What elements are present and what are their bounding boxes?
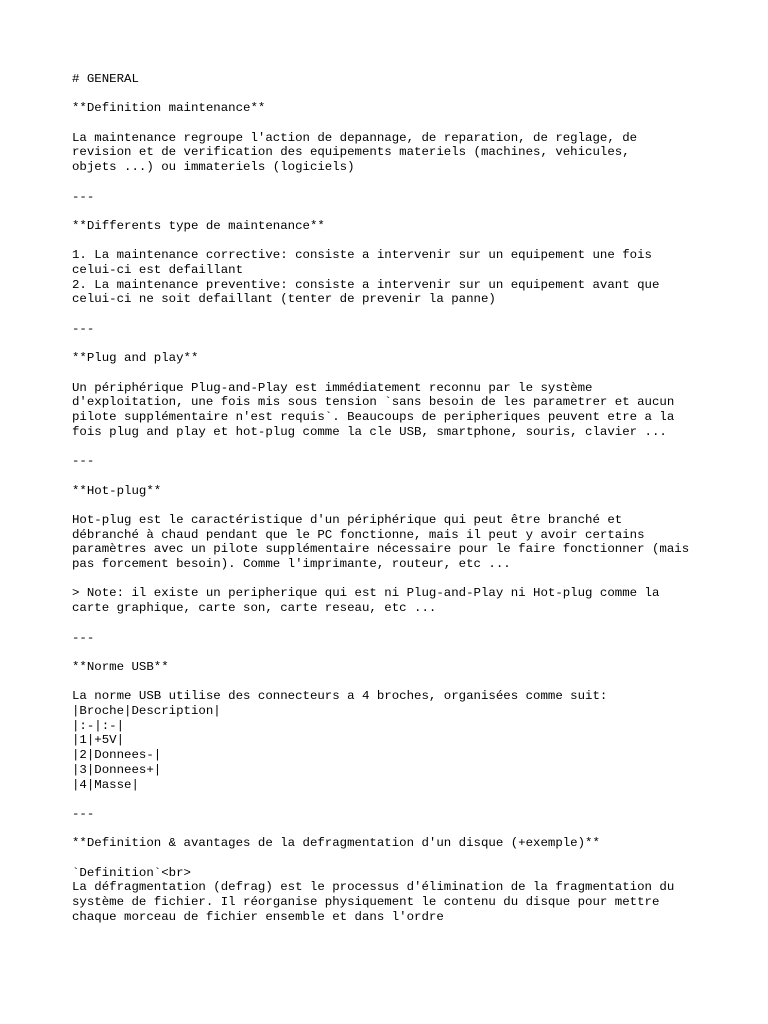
document-line xyxy=(72,675,712,690)
document-line xyxy=(72,87,712,102)
document-line xyxy=(72,822,712,837)
document-line: celui-ci ne soit defaillant (tenter de prevenir la panne) xyxy=(72,292,496,307)
document-line: --- xyxy=(72,806,95,821)
document-line xyxy=(72,307,712,322)
document-line: **Differents type de maintenance** xyxy=(72,218,325,233)
document-line: |:-|:-| xyxy=(72,718,125,733)
document-line: d'exploitation, une fois mis sous tension `sans besoin de les parametrer et aucun xyxy=(72,395,675,410)
document-line: |Broche|Description| xyxy=(72,704,221,718)
document-line: **Norme USB** xyxy=(72,659,169,674)
document-line: La défragmentation (defrag) est le processus d'élimination de la fragmentation du xyxy=(72,880,675,895)
document-line xyxy=(72,204,712,219)
document-line: |2|Donnees-| xyxy=(72,748,162,763)
document-line: pas forcement besoin). Comme l'imprimante, routeur, etc ... xyxy=(72,557,511,572)
document-line xyxy=(72,337,712,352)
document-line: 2. La maintenance preventive: consiste a intervenir sur un equipement avant que xyxy=(72,277,660,292)
document-line xyxy=(72,616,712,631)
document-line: fois plug and play et hot-plug comme la cle USB, smartphone, souris, clavier ... xyxy=(72,424,667,439)
document-line: # GENERAL xyxy=(72,72,139,86)
document-line: --- xyxy=(72,321,95,336)
document-line xyxy=(72,469,712,484)
document-line: **Hot-plug** xyxy=(72,483,162,498)
document-line: |3|Donnees+| xyxy=(72,762,162,777)
document-line: objets ...) ou immateriels (logiciels) xyxy=(72,160,355,175)
document-line: `Definition`<br> xyxy=(72,865,191,880)
document-line xyxy=(72,498,712,513)
document-line xyxy=(72,851,712,866)
document-line: celui-ci est defaillant xyxy=(72,263,244,278)
document-line: pilote supplémentaire n'est requis`. Beaucoups de peripheriques peuvent etre a la xyxy=(72,410,675,425)
document-line: |4|Masse| xyxy=(72,777,139,792)
document-line: **Definition & avantages de la defragmentation d'un disque (+exemple)** xyxy=(72,836,600,851)
document-line: |1|+5V| xyxy=(72,733,125,748)
document-line: débranché à chaud pendant que le PC fonctionne, mais il peut y avoir certains xyxy=(72,527,645,542)
document-line: La norme USB utilise des connecteurs a 4 broches, organisées comme suit: xyxy=(72,689,608,704)
document-line xyxy=(72,366,712,381)
document-line: chaque morceau de fichier ensemble et dans l'ordre xyxy=(72,909,444,924)
document-line: paramètres avec un pilote supplémentaire nécessaire pour le faire fonctionner (mais xyxy=(72,542,690,557)
document-line: --- xyxy=(72,630,95,645)
document-line: **Definition maintenance** xyxy=(72,101,266,116)
document-line: La maintenance regroupe l'action de depannage, de reparation, de reglage, de xyxy=(72,130,638,145)
document-line: Hot-plug est le caractéristique d'un périphérique qui peut être branché et xyxy=(72,512,623,527)
document-line: **Plug and play** xyxy=(72,351,199,366)
document-line: système de fichier. Il réorganise physiquement le contenu du disque pour mettre xyxy=(72,895,660,910)
document-line: revision et de verification des equipements materiels (machines, vehicules, xyxy=(72,145,630,160)
document-line xyxy=(72,792,712,807)
document-line: 1. La maintenance corrective: consiste a intervenir sur un equipement une fois xyxy=(72,248,652,263)
document-line xyxy=(72,116,712,131)
document-line xyxy=(72,439,712,454)
document-body xyxy=(72,72,712,925)
document-line: --- xyxy=(72,189,95,204)
document-line xyxy=(72,645,712,660)
document-line: --- xyxy=(72,454,95,469)
document-line xyxy=(72,572,712,587)
document-line: Un périphérique Plug-and-Play est immédiatement reconnu par le système xyxy=(72,380,593,395)
document-line: > Note: il existe un peripherique qui est ni Plug-and-Play ni Hot-plug comme la xyxy=(72,586,660,601)
document-line: carte graphique, carte son, carte reseau, etc ... xyxy=(72,601,437,616)
document-line xyxy=(72,234,712,249)
document-line xyxy=(72,175,712,190)
